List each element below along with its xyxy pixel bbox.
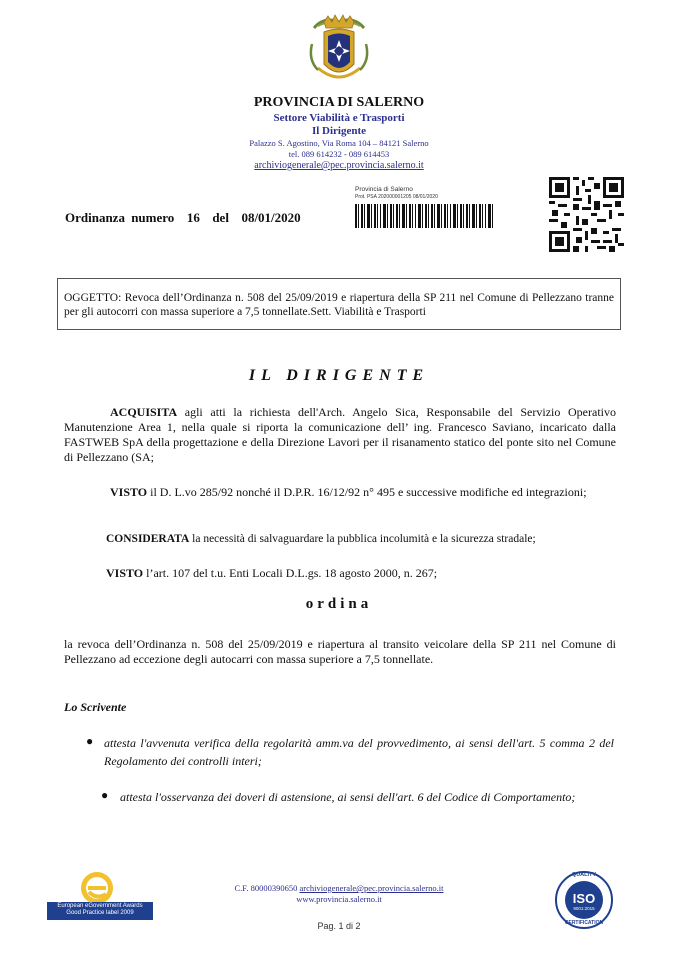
para-text: agli atti la richiesta dell'Arch. Angelo Sica, Responsabile del Servizio Operativo Manutenzione Area 1, nella quale si riporta la comunicazione dell’ ing. Francesco Saviano, incaricato dalla FASTWEB SpA della progettazione e della Direzione Lavori per il risanamento statico del ponte sito nel Comune di Pellezzano (SA; <box>64 405 616 464</box>
paragraph-visto-1 <box>64 485 616 500</box>
sector-name: Settore Viabilità e Trasporti <box>273 112 405 124</box>
heading-il-dirigente: IL DIRIGENTE <box>248 367 430 384</box>
page-number: Pag. 1 di 2 <box>317 921 361 931</box>
iso-mid-text: ISO <box>572 891 596 906</box>
bullet-dot-icon: ● <box>86 734 94 748</box>
province-title: PROVINCIA DI SALERNO <box>253 95 425 110</box>
province-crest-logo <box>304 14 374 92</box>
paragraph-revoca: la revoca dell’Ordinanza n. 508 del 25/09/2019 e riapertura al transito veicolare della SP 211 nel Comune di Pellezzano ad eccezione degli autocarri con massa superiore a 7,5 tonnellate. <box>64 637 616 666</box>
barcode-icon <box>355 204 493 228</box>
footer-cf: C.F. 80000390650 <box>234 883 298 893</box>
phone-numbers: tel. 089 614232 - 089 614453 <box>288 149 390 159</box>
bullet-item: attesta l'avvenuta verifica della regolarità amm.va del provvedimento, ai sensi dell'art. 5 comma 2 del Regolamento dei controlli interi; <box>104 736 614 768</box>
egov-line2: Good Practice label 2009 <box>66 910 134 916</box>
role-title: Il Dirigente <box>311 125 367 137</box>
para-lead: ACQUISITA <box>110 405 178 419</box>
bullet-item: attesta l'osservanza dei doveri di astensione, ai sensi dell'art. 6 del Codice di Comportamento; <box>120 790 576 804</box>
ordinance-date: 08/01/2020 <box>241 210 301 225</box>
footer-website-link[interactable]: www.provincia.salerno.it <box>296 894 382 904</box>
ordinance-number: 16 <box>186 210 200 225</box>
egov-text <box>49 903 151 917</box>
iso-num-text: 9001:2015 <box>573 906 595 911</box>
ordinance-number-line <box>65 210 301 226</box>
heading-lo-scrivente: Lo Scrivente <box>64 700 127 714</box>
iso-top-text: QUALITY <box>571 872 597 878</box>
paragraph-visto-2 <box>64 566 616 581</box>
footer-email-link[interactable]: archiviogenerale@pec.provincia.salerno.it <box>299 883 444 893</box>
para-text: l’art. 107 del t.u. Enti Locali D.L.gs. 18 agosto 2000, n. 267; <box>143 566 438 580</box>
subject-box: OGGETTO: Revoca dell’Ordinanza n. 508 del 25/09/2019 e riapertura della SP 211 nel Comune di Pellezzano tranne per gli autocorri con massa superiore a 7,5 tonnellate.Sett. Viabilità e Trasporti <box>57 278 621 330</box>
heading-ordina: ordina <box>305 596 373 612</box>
protocol-number: Prot. PSA 202000001205 08/01/2020 <box>355 194 438 200</box>
para-lead: VISTO <box>106 566 144 580</box>
ordinance-del: del <box>212 210 229 225</box>
paragraph-acquisita <box>64 405 616 465</box>
qr-code-icon <box>549 177 624 252</box>
ordinance-label: Ordinanza numero <box>65 210 175 225</box>
iso-bottom-text: CERTIFICATION <box>564 920 604 926</box>
egov-line1: European eGovernment Awards <box>57 903 143 909</box>
header-email-link[interactable]: archiviogenerale@pec.provincia.salerno.it <box>254 160 424 171</box>
protocol-office: Provincia di Salerno <box>355 186 413 193</box>
address: Palazzo S. Agostino, Via Roma 104 – 84121 Salerno <box>249 138 429 148</box>
para-text: il D. L.vo 285/92 nonché il D.P.R. 16/12/92 n° 495 e successive modifiche ed integrazioni; <box>147 485 587 499</box>
para-lead: CONSIDERATA <box>106 533 190 545</box>
paragraph-considerata <box>64 532 616 547</box>
bullet-dot-icon: ● <box>101 788 109 802</box>
para-text: la necessità di salvaguardare la pubblica incolumità e la sicurezza stradale; <box>189 533 536 545</box>
protocol-stamp <box>355 186 495 228</box>
para-lead: VISTO <box>110 485 148 499</box>
iso-certification-badge <box>555 871 613 929</box>
